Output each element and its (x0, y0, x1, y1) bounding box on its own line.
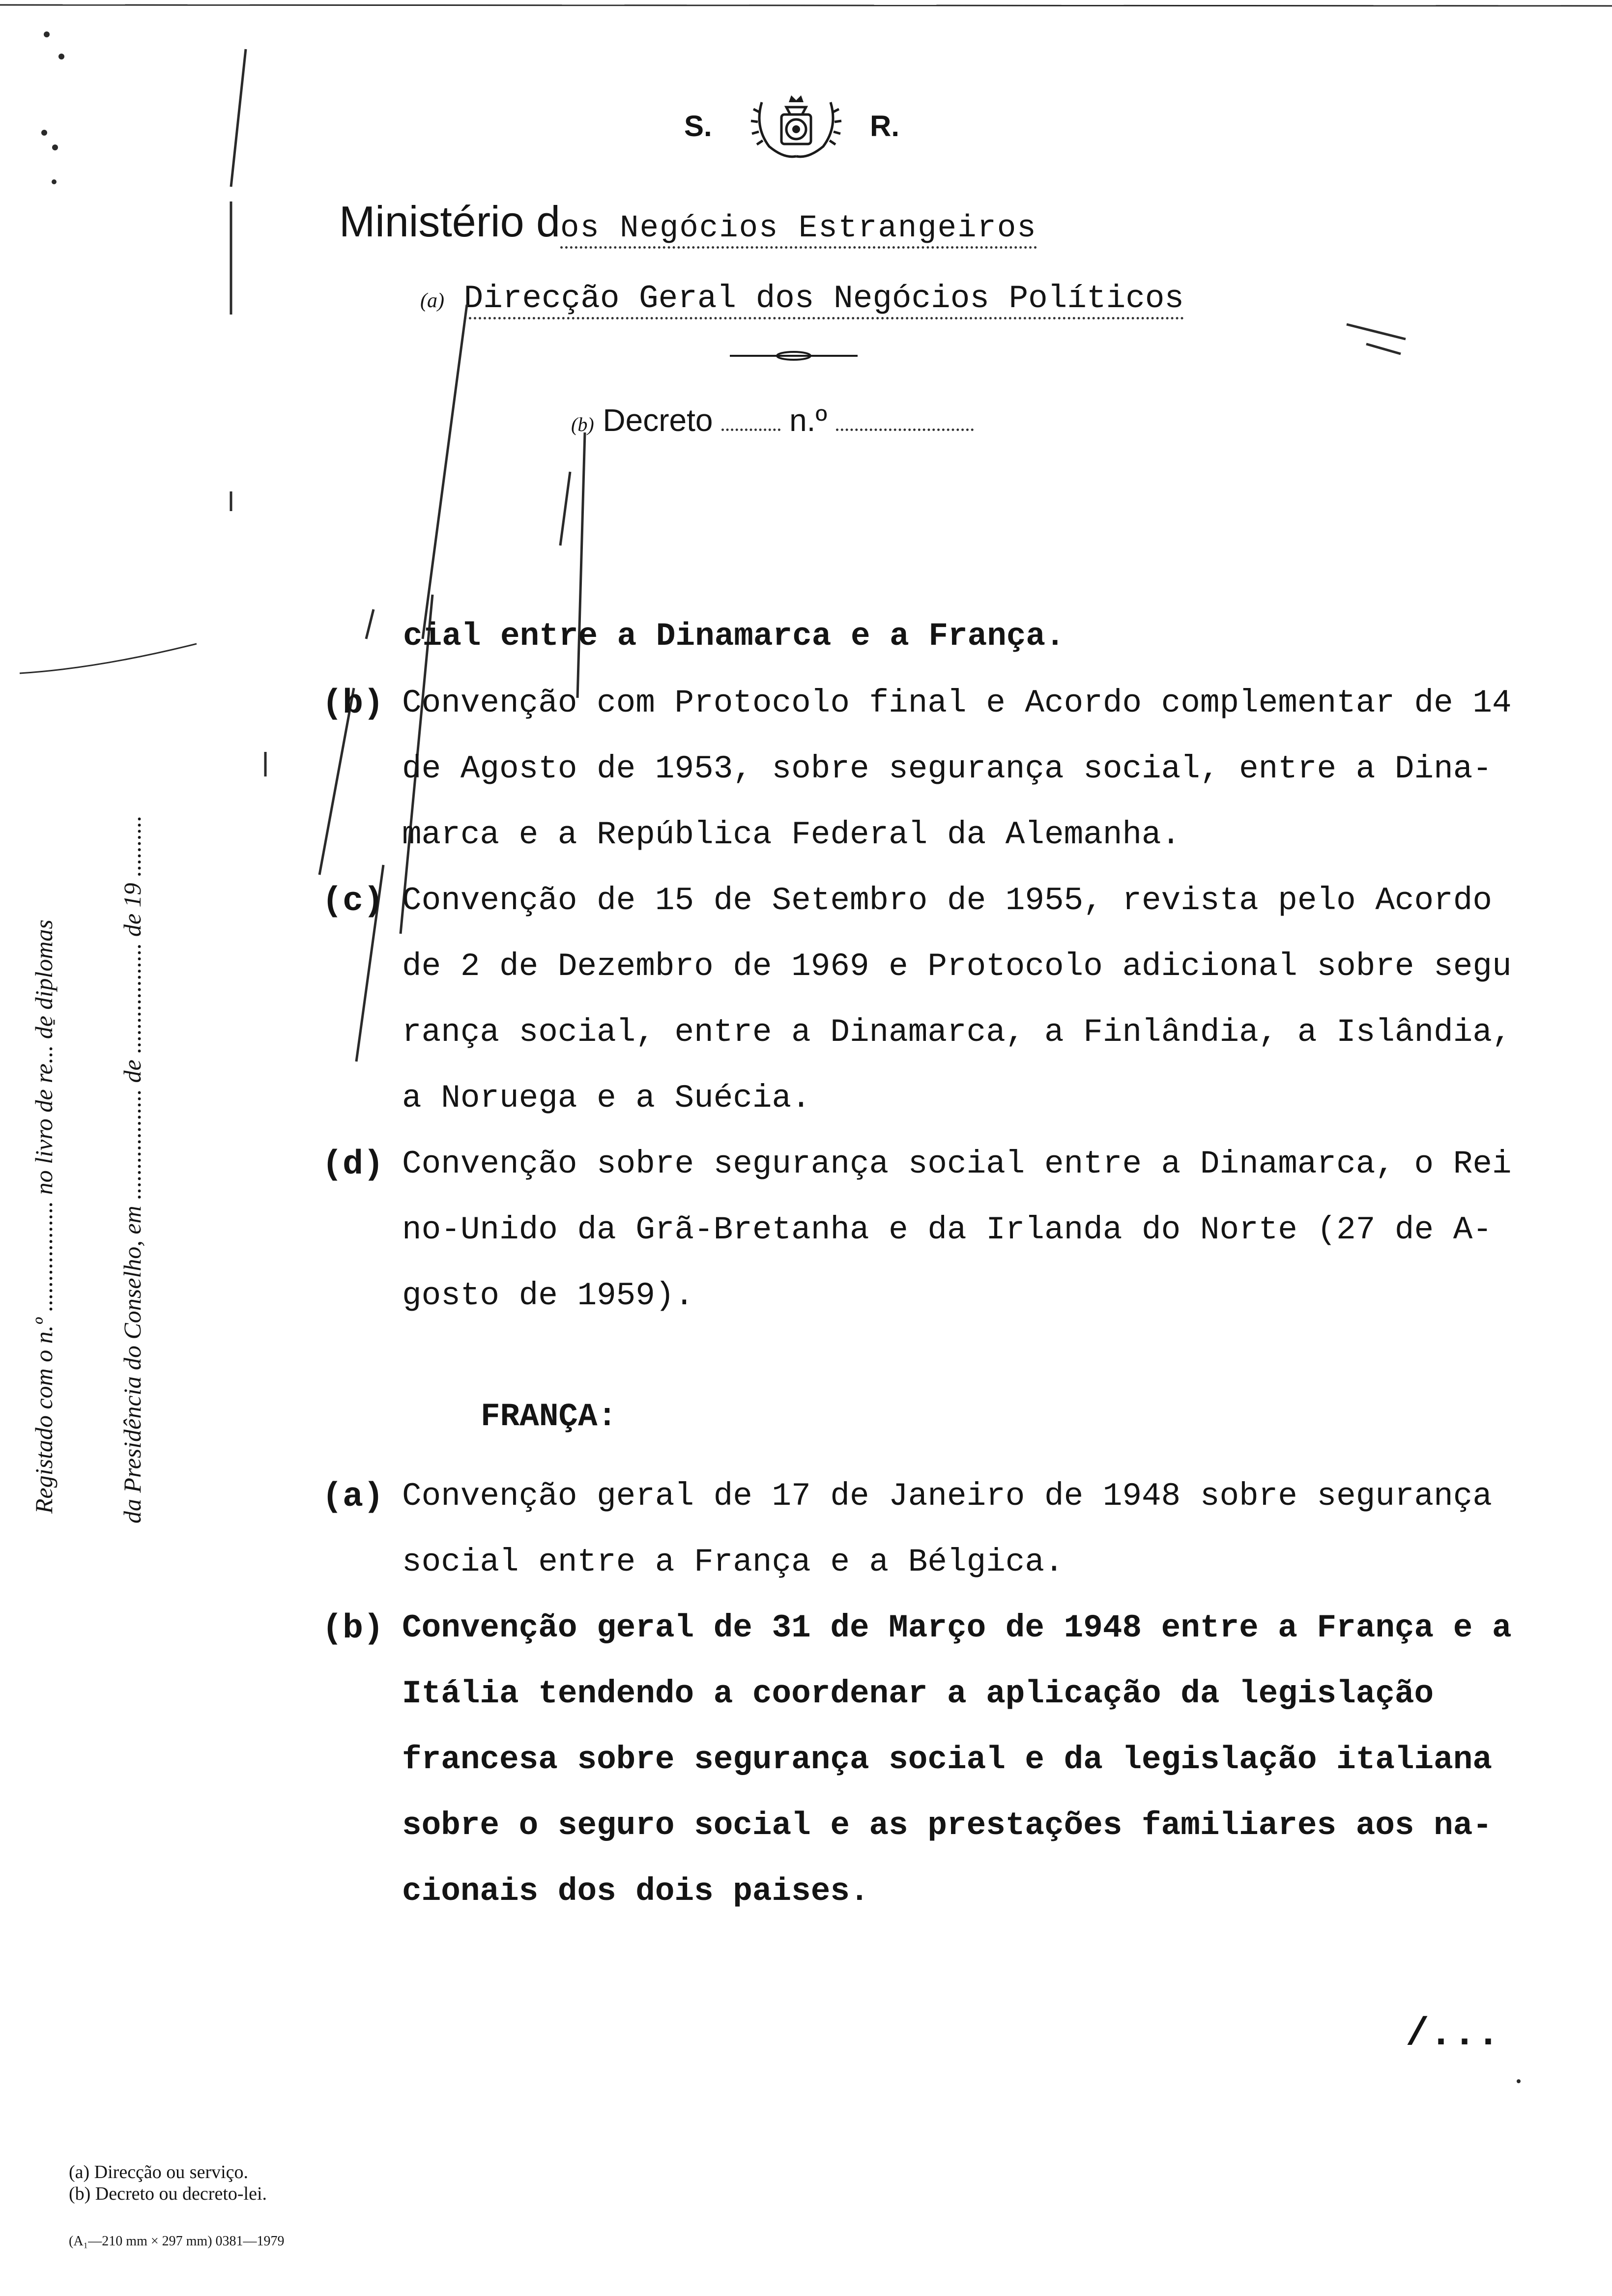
france-b-line-2: Itália tendendo a coordenar a aplicação da legislação (402, 1675, 1434, 1712)
decreto-tag: (b) (571, 413, 594, 435)
ministry-prefix: Ministério d (339, 197, 560, 246)
item-d-line-2: no-Unido da Grã-Bretanha e da Irlanda do Norte (27 de A- (402, 1211, 1492, 1248)
france-a-line-2: social entre a França e a Bélgica. (402, 1544, 1064, 1580)
fragment-line: cial entre a Dinamarca e a França. (403, 618, 1065, 655)
france-b-line-5: cionais dos dois paises. (402, 1873, 869, 1910)
item-b-line-3: marca e a República Federal da Alemanha. (402, 816, 1181, 853)
margin-registration-line: Registado com o n.º .................. no livro de re... de diplomas (30, 919, 58, 1514)
item-marker-b: (b) (322, 685, 384, 723)
direccao-tag: (a) (420, 289, 444, 312)
item-c-line-3: rança social, entre a Dinamarca, a Finlândia, a Islândia, (402, 1014, 1512, 1051)
form-code: (A₁—210 mm × 297 mm) 0381—1979 (69, 2234, 285, 2249)
item-marker-c: (c) (322, 882, 384, 921)
france-b-line-4: sobre o seguro social e as prestações familiares aos na- (402, 1807, 1492, 1844)
decreto-number-label: n.º (789, 402, 827, 438)
item-d-line-1: Convenção sobre segurança social entre a Dinamarca, o Rei (402, 1146, 1512, 1182)
item-d-line-3: gosto de 1959). (402, 1277, 694, 1314)
item-c-line-4: a Noruega e a Suécia. (402, 1080, 811, 1117)
decreto-label: Decreto (603, 402, 713, 438)
emblem-left-letter: S. (684, 110, 712, 143)
emblem-right-letter: R. (870, 110, 899, 143)
france-marker-b: (b) (322, 1609, 384, 1648)
france-b-line-1: Convenção geral de 31 de Março de 1948 entre a França e a (402, 1609, 1512, 1646)
direccao-text: Direcção Geral dos Negócios Políticos (464, 280, 1184, 319)
item-marker-d: (d) (322, 1146, 384, 1184)
france-a-line-1: Convenção geral de 17 de Janeiro de 1948 sobre segurança (402, 1478, 1492, 1515)
margin-presidency-line: da Presidência do Conselho, em .................. de .................. de 19 .......... (118, 815, 146, 1523)
france-marker-a: (a) (322, 1478, 384, 1517)
item-b-line-1: Convenção com Protocolo final e Acordo complementar de 14 (402, 685, 1512, 721)
ministry-name: os Negócios Estrangeiros (560, 211, 1037, 249)
france-heading: FRANÇA: (481, 1398, 617, 1435)
item-b-line-2: de Agosto de 1953, sobre segurança social, entre a Dina- (402, 750, 1492, 787)
footnote-a: (a) Direcção ou serviço. (69, 2162, 249, 2182)
item-c-line-1: Convenção de 15 de Setembro de 1955, revista pelo Acordo (402, 882, 1492, 919)
item-c-line-2: de 2 de Dezembro de 1969 e Protocolo adicional sobre segu (402, 948, 1512, 985)
footnote-b: (b) Decreto ou decreto-lei. (69, 2183, 267, 2204)
continuation-mark: /... (1406, 2012, 1500, 2057)
france-b-line-3: francesa sobre segurança social e da legislação italiana (402, 1741, 1492, 1778)
